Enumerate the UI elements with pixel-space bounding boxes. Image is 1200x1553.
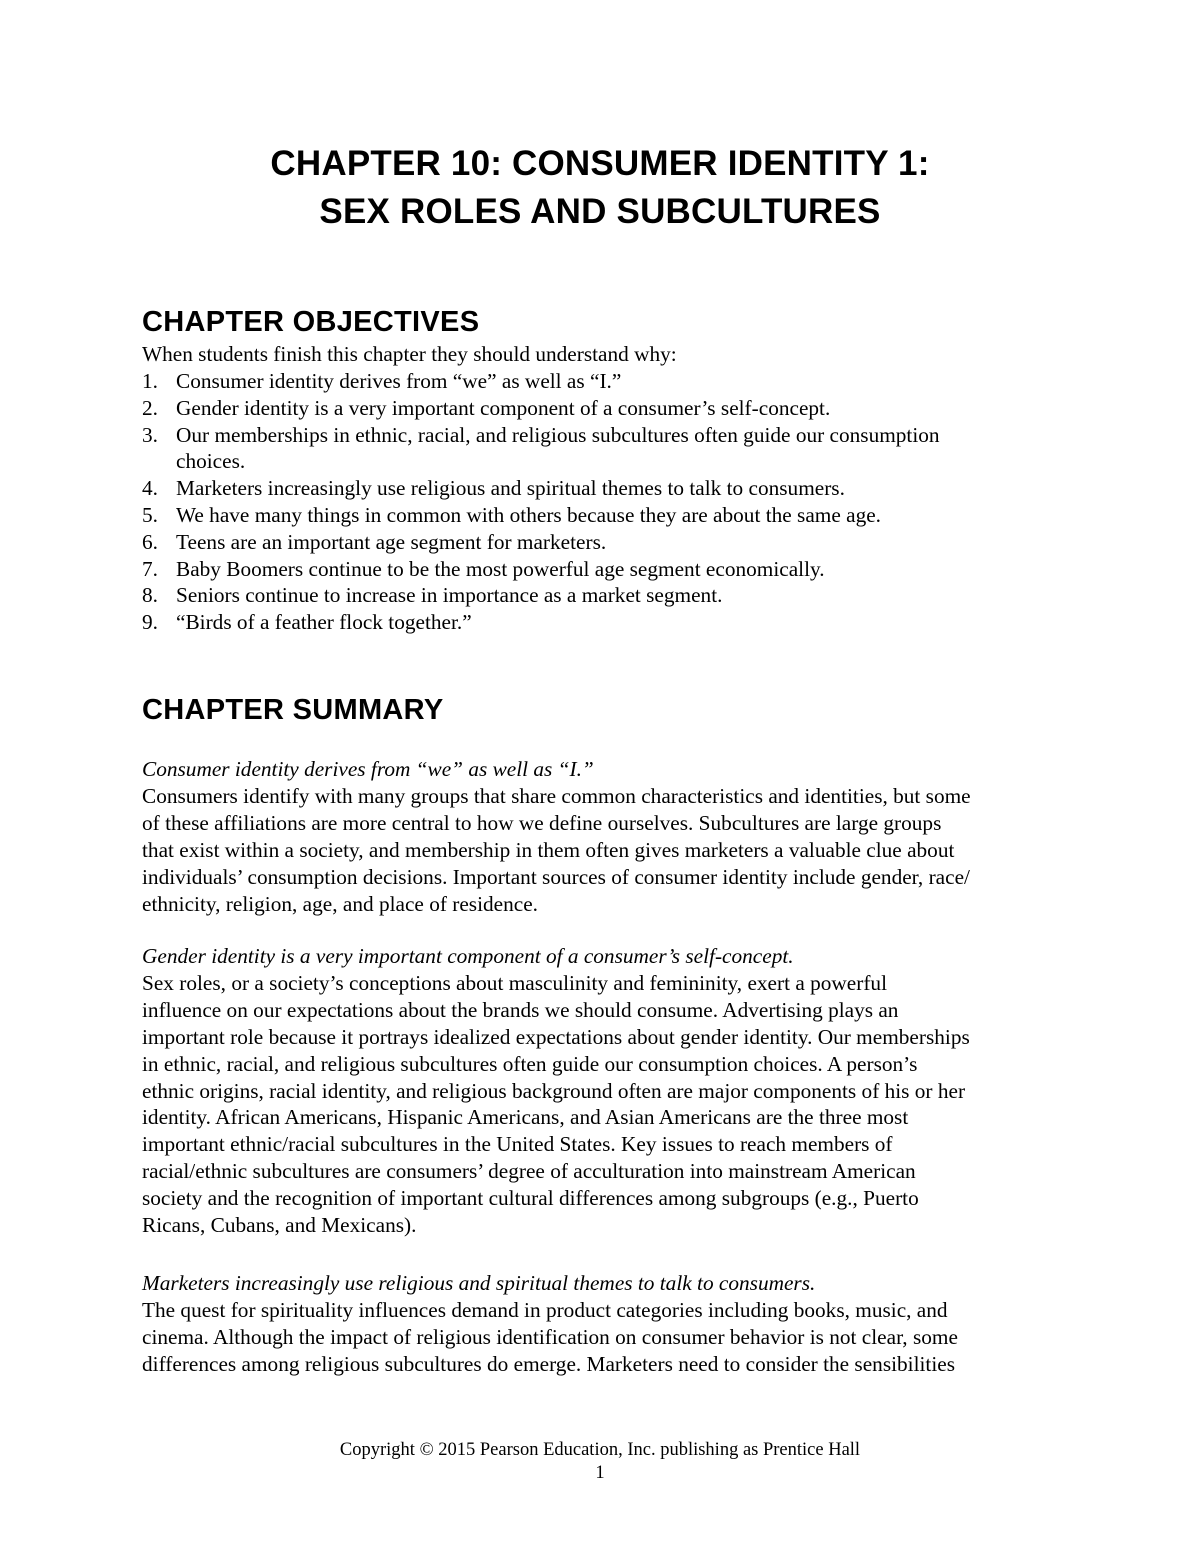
objective-number: 6. [142,529,158,554]
objective-text: Baby Boomers continue to be the most powerful age segment economically. [176,556,825,581]
objective-item [142,582,1072,609]
objective-number: 2. [142,395,158,420]
objective-number: 3. [142,422,158,447]
objectives-heading: CHAPTER OBJECTIVES [142,306,480,338]
paragraph-line: Sex roles, or a society’s conceptions about masculinity and femininity, exert a powerful [142,970,887,995]
objective-item [142,609,1072,636]
paragraph-line: differences among religious subcultures do emerge. Marketers need to consider the sensibilities [142,1351,955,1376]
paragraph-line: identity. African Americans, Hispanic Americans, and Asian Americans are the three most [142,1105,909,1130]
objective-text: We have many things in common with others because they are about the same age. [176,502,882,527]
summary-section-religion [142,1270,1072,1378]
paragraph-line: in ethnic, racial, and religious subcultures often guide our consumption choices. A person’s [142,1051,918,1076]
objective-text-continued: choices. [176,449,246,474]
objective-number: 5. [142,502,158,527]
paragraph-line: important role because it portrays idealized expectations about gender identity. Our memberships [142,1024,970,1049]
section-subheading: Marketers increasingly use religious and spiritual themes to talk to consumers. [142,1271,816,1295]
paragraph-line: Consumers identify with many groups that share common characteristics and identities, but some [142,783,971,808]
paragraph-line: Ricans, Cubans, and Mexicans). [142,1213,417,1238]
paragraph-line: The quest for spirituality influences demand in product categories including books, music, and [142,1297,948,1322]
objective-text: Consumer identity derives from “we” as well as “I.” [176,369,622,393]
summary-section-identity [142,756,1072,917]
paragraph-line: influence on our expectations about the brands we should consume. Advertising plays an [142,997,899,1022]
objectives-intro: When students finish this chapter they should understand why: [142,342,677,366]
paragraph-line: individuals’ consumption decisions. Important sources of consumer identity include gender, race/ [142,864,970,889]
paragraph-line: ethnicity, religion, age, and place of residence. [142,891,538,916]
summary-heading: CHAPTER SUMMARY [142,694,444,726]
objective-item [142,529,1072,556]
objective-item [142,395,1072,422]
objective-item [142,556,1072,583]
paragraph-line: ethnic origins, racial identity, and religious background often are major components of his or her [142,1078,966,1103]
objective-text: “Birds of a feather flock together.” [176,610,472,635]
paragraph-line: society and the recognition of important cultural differences among subgroups (e.g., Puerto [142,1186,919,1211]
objective-item [142,475,1072,502]
objective-item [142,502,1072,529]
objective-number: 8. [142,583,158,608]
chapter-title-line-2: SEX ROLES AND SUBCULTURES [319,192,881,231]
objective-item [142,422,1072,476]
section-subheading: Consumer identity derives from “we” as well as “I.” [142,757,594,781]
paragraph-line: of these affiliations are more central to how we define ourselves. Subcultures are large groups [142,810,942,835]
objective-text: Marketers increasingly use religious and spiritual themes to talk to consumers. [176,476,845,501]
chapter-title-line-1: CHAPTER 10: CONSUMER IDENTITY 1: [270,144,930,183]
paragraph-line: cinema. Although the impact of religious identification on consumer behavior is not clear, some [142,1324,958,1349]
objective-text: Gender identity is a very important component of a consumer’s self-concept. [176,395,831,420]
paragraph-line: racial/ethnic subcultures are consumers’ degree of acculturation into mainstream American [142,1159,916,1184]
objective-text: Seniors continue to increase in importance as a market segment. [176,583,723,608]
paragraph-line: important ethnic/racial subcultures in the United States. Key issues to reach members of [142,1132,893,1157]
copyright-footer: Copyright © 2015 Pearson Education, Inc. publishing as Prentice Hall [339,1440,861,1460]
objective-number: 7. [142,556,158,581]
objective-number: 4. [142,476,158,501]
summary-section-gender [142,943,1072,1239]
objective-text: Teens are an important age segment for marketers. [176,529,607,554]
objective-item [142,368,1072,395]
page-number: 1 [595,1463,605,1483]
section-subheading: Gender identity is a very important component of a consumer’s self-concept. [142,944,794,968]
paragraph-line: that exist within a society, and membership in them often gives marketers a valuable clue about [142,837,955,862]
objective-number: 1. [142,369,158,393]
objective-text: Our memberships in ethnic, racial, and religious subcultures often guide our consumption [176,422,940,447]
objective-number: 9. [142,610,158,635]
objectives-list [142,368,1072,636]
